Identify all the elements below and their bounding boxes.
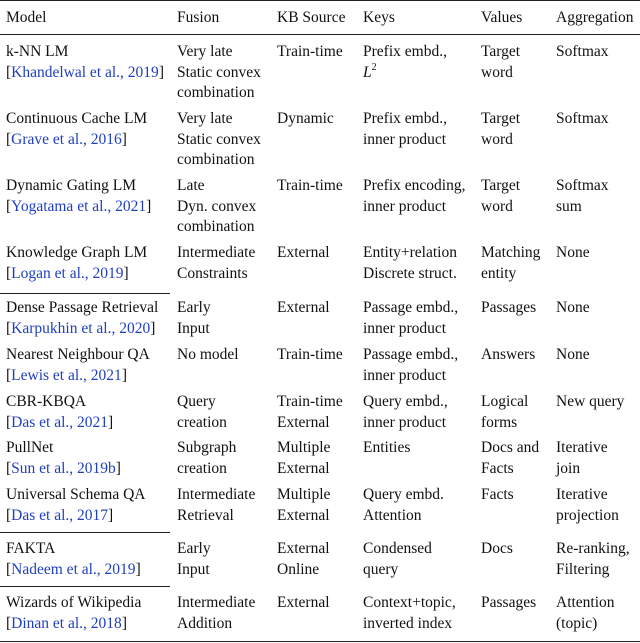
cell-line: creation [177,459,227,477]
cell-line: External [277,413,330,431]
cell-line: None [556,244,590,261]
model-name: Continuous Cache LM [6,110,148,127]
header-fusion: Fusion [177,9,220,26]
fusion-cell [177,539,211,580]
model-cell [6,593,141,634]
cell-line: Passages [481,594,537,611]
citation-link[interactable]: Sun et al., 2019b [11,459,116,477]
fusion-cell [177,345,239,366]
cell-line: Late [177,177,205,194]
cell-line: Softmax [556,177,609,194]
kb-source-cell [277,392,343,433]
kb-source-cell [277,485,330,526]
model-cell [6,243,147,284]
model-cell [6,298,158,339]
cell-line: Filtering [556,560,610,578]
cell-line: join [556,459,581,477]
cell-line: inner product [363,319,447,337]
citation: [Lewis et al., 2021] [6,366,127,384]
cell-line: Logical [481,393,529,410]
citation-link[interactable]: Logan et al., 2019 [11,264,124,282]
cell-line: External [277,594,330,611]
cell-line: Dynamic [277,110,334,127]
keys-cell [363,392,448,433]
cell-line: Target [481,110,521,127]
cell-line: Attention [363,506,422,524]
citation-link[interactable]: Dinan et al., 2018 [11,614,122,632]
cell-line: forms [481,413,518,431]
kb-source-cell [277,298,330,319]
model-name: CBR-KBQA [6,393,87,410]
cell-line: combination [177,151,255,169]
model-name: Dense Passage Retrieval [6,299,159,316]
cell-line: word [481,197,513,215]
cell-line: inner product [363,130,447,148]
model-cell [6,109,147,150]
values-cell [481,243,540,284]
cell-line: Entity+relation [363,244,457,261]
fusion-cell [177,243,255,284]
cell-line: Iterative [556,439,608,456]
cell-line: Entities [363,439,411,456]
aggregation-cell [556,109,609,130]
model-name: PullNet [6,439,54,456]
aggregation-cell [556,593,615,634]
cell-line: inverted index [363,614,453,632]
model-cell [6,42,164,83]
cell-line: Softmax [556,43,609,60]
values-cell [481,176,520,217]
keys-cell [363,298,458,339]
cell-line: Facts [481,459,514,477]
cell-line: Dyn. convex [177,197,257,215]
cell-line: Intermediate [177,486,256,503]
values-cell [481,392,528,433]
aggregation-cell [556,243,590,264]
fusion-cell [177,176,256,238]
aggregation-cell [556,539,630,580]
cell-line: sum [556,197,582,215]
keys-cell [363,176,465,217]
cell-line: Addition [177,614,233,632]
cell-line: creation [177,413,227,431]
values-cell [481,485,514,506]
cell-line: Target [481,43,521,60]
cell-line: Input [177,560,210,578]
group-rule-3 [0,586,170,587]
cell-line: combination [177,84,255,102]
model-name: Dynamic Gating LM [6,177,137,194]
cell-line: Passage embd., [363,346,459,363]
group-rule-2 [0,532,170,533]
kb-source-cell [277,109,334,130]
kb-source-cell [277,176,343,197]
values-cell [481,42,520,83]
citation: [Dinan et al., 2018] [6,614,127,632]
cell-line: Multiple [277,439,331,456]
values-cell [481,109,520,150]
model-cell [6,345,150,386]
aggregation-cell [556,42,609,63]
values-cell [481,438,539,479]
cell-line: inner product [363,413,447,431]
keys-cell [363,243,457,284]
cell-line: Passage embd., [363,299,459,316]
citation: [Das et al., 2021] [6,413,114,431]
keys-cell [363,539,432,580]
kb-source-cell [277,345,343,366]
fusion-cell [177,109,261,171]
cell-line: query [363,560,399,578]
cell-line: inner product [363,366,447,384]
header-kb-source: KB Source [277,9,346,26]
cell-line: (topic) [556,614,598,632]
keys-cell [363,42,447,83]
cell-line: Context+topic, [363,594,456,611]
cell-line: word [481,63,513,81]
cell-line: Train-time [277,177,343,194]
fusion-cell [177,438,236,479]
cell-line: External [277,299,330,316]
cell-line: Matching [481,244,541,261]
cell-line: No model [177,346,239,363]
citation-link[interactable]: Das et al., 2021 [11,413,109,431]
cell-line: Early [177,299,211,316]
aggregation-cell [556,298,590,319]
cell-line: None [556,346,590,363]
aggregation-cell [556,176,609,217]
header-model: Model [6,9,47,26]
cell-line: Train-time [277,346,343,363]
cell-line: combination [177,218,255,236]
model-name: Knowledge Graph LM [6,244,148,261]
values-cell [481,345,535,366]
fusion-cell [177,42,261,104]
cell-line: Very late [177,110,233,127]
cell-line: Input [177,319,210,337]
citation-link[interactable]: Lewis et al., 2021 [11,366,122,384]
values-cell [481,593,536,614]
citation-link[interactable]: Khandelwal et al., 2019 [11,63,159,81]
cell-line: inner product [363,197,447,215]
model-name: Wizards of Wikipedia [6,594,142,611]
cell-line: Prefix embd., [363,110,447,127]
header-keys: Keys [363,9,395,26]
model-name: FAKTA [6,540,56,557]
keys-cell [363,438,410,459]
cell-line: $L^2$ [363,61,377,81]
cell-line: projection [556,506,619,524]
keys-cell [363,593,456,634]
cell-line: word [481,130,513,148]
cell-line: New query [556,393,625,410]
cell-line: Answers [481,346,536,363]
cell-line: Query [177,393,216,410]
cell-line: Intermediate [177,594,256,611]
keys-cell [363,485,444,526]
citation: [Grave et al., 2016] [6,130,127,148]
citation-link[interactable]: Karpukhin et al., 2020 [11,319,151,337]
cell-line: Condensed [363,540,432,557]
model-cell [6,176,151,217]
values-cell [481,298,536,319]
fusion-cell [177,485,255,526]
cell-line: entity [481,264,517,282]
aggregation-cell [556,392,624,413]
cell-line: Docs and [481,439,540,456]
cell-line: Multiple [277,486,331,503]
model-name: Nearest Neighbour QA [6,346,150,363]
cell-line: Iterative [556,486,608,503]
header-rule [0,34,640,35]
keys-cell [363,109,447,150]
cell-line: Attention [556,594,615,611]
citation-link[interactable]: Yogatama et al., 2021 [11,197,147,215]
kb-source-cell [277,438,330,479]
cell-line: Online [277,560,320,578]
model-name: Universal Schema QA [6,486,146,503]
citation: [Sun et al., 2019b] [6,459,121,477]
header-values: Values [481,9,523,26]
aggregation-cell [556,485,619,526]
citation: [Nadeem et al., 2019] [6,560,141,578]
kb-source-cell [277,42,343,63]
cell-line: Very late [177,43,233,60]
model-cell [6,485,145,526]
cell-line: External [277,540,330,557]
values-cell [481,539,513,560]
cell-line: Intermediate [177,244,256,261]
cell-line: External [277,459,330,477]
cell-line: Constraints [177,264,248,282]
cell-line: Target [481,177,521,194]
model-cell [6,438,121,479]
citation: [Das et al., 2017] [6,506,114,524]
citation: [Khandelwal et al., 2019] [6,63,164,81]
cell-line: Train-time [277,43,343,60]
kb-source-cell [277,243,330,264]
citation: [Karpukhin et al., 2020] [6,319,156,337]
cell-line: Passages [481,299,537,316]
fusion-cell [177,392,227,433]
cell-line: Static convex [177,63,261,81]
citation-link[interactable]: Das et al., 2017 [11,506,109,524]
cell-line: Facts [481,486,514,503]
fusion-cell [177,298,211,339]
cell-line: Prefix encoding, [363,177,466,194]
keys-cell [363,345,458,386]
model-cell [6,539,141,580]
header-aggregation: Aggregation [556,9,634,26]
kb-source-cell [277,593,330,614]
cell-line: Query embd., [363,393,448,410]
cell-line: Static convex [177,130,261,148]
cell-line: None [556,299,590,316]
cell-line: Softmax [556,110,609,127]
citation: [Logan et al., 2019] [6,264,129,282]
top-rule [0,0,640,1]
cell-line: Train-time [277,393,343,410]
fusion-cell [177,593,255,634]
citation: [Yogatama et al., 2021] [6,197,152,215]
aggregation-cell [556,345,590,366]
cell-line: Discrete struct. [363,264,457,282]
model-name: k-NN LM [6,43,69,60]
model-cell [6,392,113,433]
cell-line: Query embd. [363,486,444,503]
kb-source-cell [277,539,330,580]
cell-line: Prefix embd., [363,43,447,60]
citation-link[interactable]: Grave et al., 2016 [11,130,122,148]
cell-line: Retrieval [177,506,234,524]
group-rule-1 [0,293,170,294]
cell-line: External [277,244,330,261]
cell-line: External [277,506,330,524]
citation-link[interactable]: Nadeem et al., 2019 [11,560,136,578]
aggregation-cell [556,438,608,479]
cell-line: Subgraph [177,439,237,456]
cell-line: Early [177,540,211,557]
cell-line: Docs [481,540,513,557]
bottom-rule [0,641,640,642]
cell-line: Re-ranking, [556,540,630,557]
